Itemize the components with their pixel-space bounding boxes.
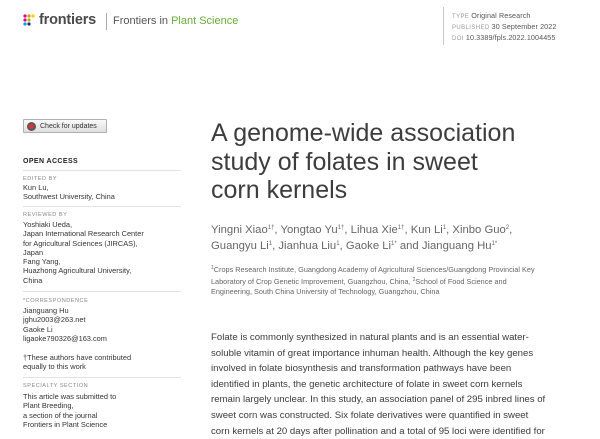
abstract-line: remain largely unclear. In this study, an association panel of 295 inbred lines of (211, 394, 546, 406)
author-name[interactable]: Guangyu Li$^1$, (211, 240, 276, 252)
author-name[interactable]: Yongtao $Yu^{1\dagger}$, (280, 224, 348, 236)
reviewer-line: China (23, 275, 43, 285)
reviewer-line: Japan (23, 247, 44, 257)
reviewer-line: Fang Yang, (23, 257, 61, 267)
edited-by (23, 183, 183, 202)
reviewer-line: Huazhong Agricultural University, (23, 266, 132, 276)
abstract (211, 330, 545, 439)
correspondent-email-link[interactable]: jghu2003@263.net (23, 315, 86, 325)
equal-contribution-note: †These authors have contributed equally to this work (23, 353, 132, 372)
affiliation-line: $^1$Crops Research Institute, Guangdong Academy of Agricultural Sciences/Guangdong Provincial Key (211, 265, 535, 274)
sidebar-divider (23, 206, 181, 207)
author-name[interactable]: Kun Li$^1$, (410, 224, 450, 236)
article-title: A genome-wide association study of folates in sweet corn kernels (211, 119, 516, 204)
article-type: TYPE Original Research (452, 11, 531, 20)
meta-divider (443, 7, 444, 45)
reviewer-line: for Agricultural Sciences (JIRCAS), (23, 238, 138, 248)
author-name[interactable]: Lihua Xie$^{1\dagger}$, (350, 224, 408, 236)
author-name[interactable]: Xinbo Guo$^2$, (452, 224, 513, 236)
correspondence-label: *CORRESPONDENCE (23, 298, 89, 304)
editor-name: Kun Lu, (23, 183, 49, 192)
author-name[interactable]: Yingni Xiao$^{1\dagger}$, (211, 224, 278, 236)
journal-name[interactable] (113, 15, 238, 27)
reviewer-line: Japan International Research Center (23, 229, 144, 239)
header-divider (106, 13, 107, 30)
abstract-line: involved in folate biosynthesis and transformation pathways have been (211, 363, 512, 375)
sidebar-divider (23, 170, 181, 171)
reviewed-by-label: REVIEWED BY (23, 212, 68, 218)
journal-prefix: Frontiers in (113, 15, 169, 27)
sidebar-divider (23, 291, 181, 292)
reviewed-by (23, 220, 183, 285)
correspondent-name: Gaoke Li (23, 324, 53, 334)
frontiers-logo[interactable] (22, 12, 96, 28)
correspondent-email-link[interactable]: ligaoke790326@163.com (23, 333, 107, 343)
author-list-line1 (211, 224, 512, 236)
frontiers-logo-icon (22, 13, 36, 27)
abstract-line: Folate is commonly synthesized in natural plants and is an essential water- (211, 332, 529, 343)
abstract-line: identified in plants, the genetic architecture of folate in sweet corn kernels (211, 378, 523, 390)
affiliation-line: Laboratory of Crop Genetic Improvement, Guangzhou, China, $^2$School of Food Science and (211, 277, 507, 287)
author-name[interactable]: Jianhua Liu$^1$, (278, 240, 343, 252)
published-date: PUBLISHED 30 September 2022 (452, 22, 557, 31)
specialty-section: This article was submitted to Plant Breeding, a section of the journal Frontiers in Plant Science (23, 392, 117, 429)
author-name[interactable]: Jianguang $Hu^{1*}$ (421, 240, 498, 252)
author-list-line2 (211, 240, 497, 252)
correspondent-name: Jianguang Hu (23, 306, 69, 315)
journal-section: Plant Science (171, 15, 239, 27)
brand-name: frontiers (39, 12, 97, 28)
correspondence (23, 306, 183, 343)
abstract-line: soluble vitamin of great importance inhuman health. Although the key genes (211, 347, 534, 359)
open-access-label: OPEN ACCESS (23, 158, 79, 165)
doi[interactable]: DOI 10.3389/fpls.2022.1004455 (452, 33, 556, 42)
abstract-line: sweet corn was constructed. Six folate derivatives were quantified in sweet (211, 409, 529, 421)
affiliations (211, 263, 535, 298)
editor-affiliation: Southwest University, China (23, 192, 115, 202)
reviewer-line: Yoshiaki Ueda, (23, 220, 73, 229)
edited-by-label: EDITED BY (23, 176, 58, 182)
check-for-updates-button[interactable]: Check for updates (23, 119, 107, 133)
author-name[interactable]: Gaoke $Li^{1*}$ and (345, 240, 419, 252)
abstract-line: corn kernels at 20 days after pollination and a total of 95 loci were identified for (211, 425, 545, 437)
sidebar-divider (23, 377, 181, 378)
check-updates-icon (27, 122, 36, 131)
affiliation-line: Engineering, South China University of Technology, Guangzhou, China (211, 287, 440, 297)
specialty-section-label: SPECIALTY SECTION (23, 383, 89, 389)
